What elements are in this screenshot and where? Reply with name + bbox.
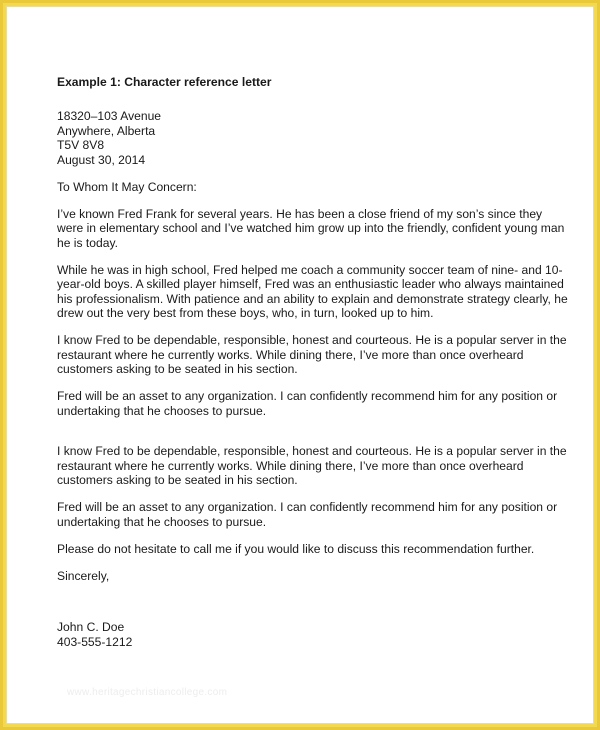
paragraph-line: restaurant where he currently works. While dining there, I’ve more than once overheard <box>57 458 524 473</box>
paragraph-line: drew out the very best from these boys, who, in turn, looked up to him. <box>57 306 434 321</box>
paragraph-line: were in elementary school and I’ve watched him grow up into the friendly, confident young man <box>57 221 565 236</box>
paragraph-line: Fred will be an asset to any organization. I can confidently recommend him for any position or <box>57 389 558 404</box>
letter-date: August 30, 2014 <box>57 152 146 167</box>
paragraph <box>57 500 557 529</box>
paragraph <box>57 263 568 321</box>
address-line: 18320–103 Avenue <box>57 109 162 124</box>
paragraph-line: Fred will be an asset to any organization. I can confidently recommend him for any position or <box>57 500 558 515</box>
paragraph-line: year-old boys. A skilled player himself, Fred was an enthusiastic leader who always maintained <box>57 277 564 292</box>
paragraph-line: I know Fred to be dependable, responsible, honest and courteous. He is a popular server in the <box>57 444 567 459</box>
paragraph <box>57 389 557 418</box>
paragraph <box>57 542 557 556</box>
paragraph-line: restaurant where he currently works. While dining there, I’ve more than once overheard <box>57 347 524 362</box>
paragraph-line: customers asking to be seated in his section. <box>57 472 298 487</box>
document-page <box>6 6 594 724</box>
signature-phone: 403-555-1212 <box>57 634 133 649</box>
paragraph-line: I know Fred to be dependable, responsible, honest and courteous. He is a popular server in the <box>57 333 567 348</box>
address-line: T5V 8V8 <box>57 138 105 153</box>
signature-name: John C. Doe <box>57 620 125 635</box>
paragraph-line: his professionalism. With patience and an ability to explain and demonstrate strategy clearly, he <box>57 291 568 306</box>
paragraph-line: undertaking that he chooses to pursue. <box>57 403 267 418</box>
closing: Sincerely, <box>57 568 110 583</box>
paragraph <box>57 333 567 377</box>
paragraph-line: While he was in high school, Fred helped me coach a community soccer team of nine- and 10- <box>57 263 563 278</box>
paragraph <box>57 444 567 487</box>
letter-heading: Example 1: Character reference letter <box>57 75 272 89</box>
address-line: Anywhere, Alberta <box>57 123 156 138</box>
salutation: To Whom It May Concern: <box>57 179 197 194</box>
watermark: www.heritagechristiancollege.com <box>67 687 228 698</box>
paragraph <box>57 207 565 250</box>
paragraph-line: Please do not hesitate to call me if you would like to discuss this recommendation further. <box>57 541 535 556</box>
paragraph-line: undertaking that he chooses to pursue. <box>57 514 267 529</box>
paragraph-line: customers asking to be seated in his section. <box>57 362 298 377</box>
paragraph-line: he is today. <box>57 235 118 250</box>
letter-body <box>57 75 568 649</box>
paragraph-line: I’ve known Fred Frank for several years. He has been a close friend of my son’s since they <box>57 207 543 222</box>
sender-address <box>57 109 557 167</box>
